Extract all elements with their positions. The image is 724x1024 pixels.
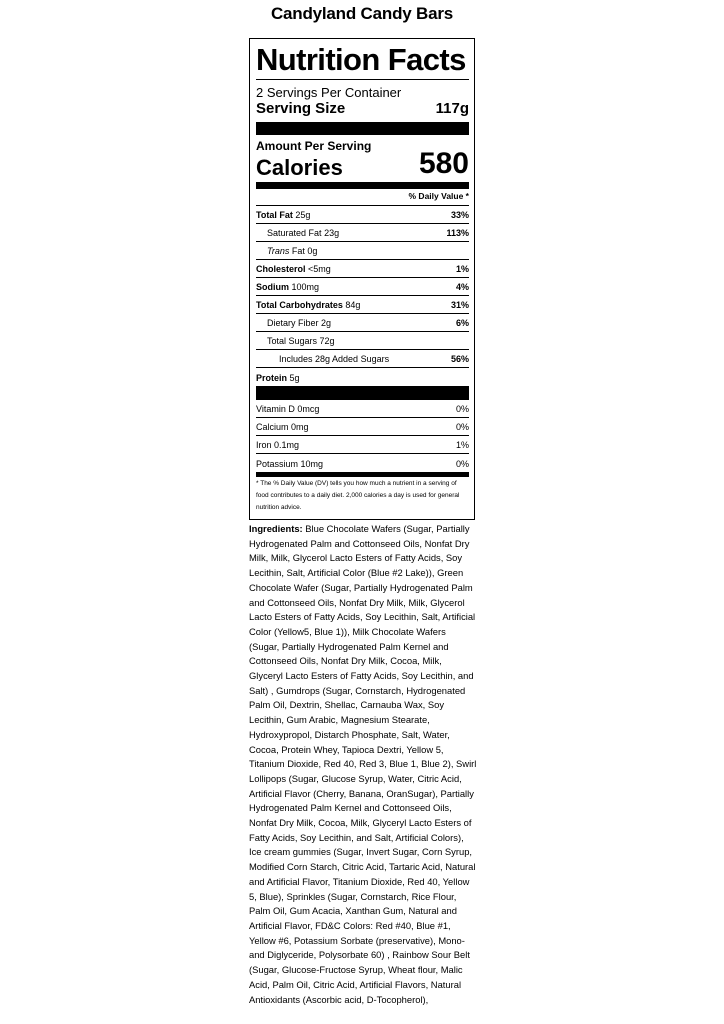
nutrient-row-saturated-fat bbox=[256, 224, 469, 242]
vitamin-divider bbox=[256, 386, 469, 400]
ingredients-text: Blue Chocolate Wafers (Sugar, Partially Hydrogenated Palm and Cottonseed Oils, Nonfat Dry Milk, Milk, Glycerol Lacto Esters of Fatty Acids, Soy Lecithin, Salt, Artificial Color (Blue #2 Lake)), Green Chocolate Wafer (Sugar, Partially Hydrogenated Palm and Cottonseed Oils, Nonfat Dry Milk, Milk, Glycerol Lacto Esters of Fatty Acids, Soy Lecithin, Salt, Artificial Color (Yellow5, Blue 1)), Milk Chocolate Wafers (Sugar, Partially Hydrogenated Palm Kernel and Cottonseed Oils, Nonfat Dry Milk, Cocoa, Milk, Glyceryl Lacto Esters of Fatty Acids, Soy Lecithin, and Salt) , Gumdrops (Sugar, Cornstarch, Hydrogenated Palm Oil, Dextrin, Shellac, Carnauba Wax, Soy Lecithin, Gum Arabic, Magnesium Stearate, Hydroxypropol, Distarch Phosphate, Salt, Water, Cocoa, Protein Whey, Tapioca Dextri, Yellow 5, Titanium Dioxide, Red 40, Red 3, Blue 1, Blue 2), Swirl Lollipops (Sugar, Glucose Syrup, Water, Citric Acid, Artificial Flavor (Cherry, Banana, OranSugar), Partially Hydrogenated Palm Kernel and Cottonseed Oils, Nonfat Dry Milk, Cocoa, Milk, Glyceryl Lacto Esters of Fatty Acids, Soy Lecithin, and Salt, Artificial Colors), Ice cream gummies (Sugar, Invert Sugar, Corn Syrup, Modified Corn Starch, Citric Acid, Tartaric Acid, Natural and Artificial Flavor, Titanium Dioxide, Red 40, Yellow 5, Blue), Sprinkles (Sugar, Cornstarch, Rice Flour, Palm Oil, Gum Acacia, Xanthan Gum, Natural and Artificial Flavor, FD&C Colors: Red #40, Blue #1, Yellow #6, Potassium Sorbate (preservative), Mono- and Diglyceride, Polysorbate 60) , Rainbow Sour Belt (Sugar, Glucose-Fructose Syrup, Wheat flour, Malic Acid, Palm Oil, Citric Acid, Artificial Flavors, Natural Antioxidants (Ascorbic acid, D-Tocopherol), bbox=[249, 523, 477, 1005]
vitamin-name: Iron bbox=[256, 440, 272, 450]
nutrient-amount: 5g bbox=[289, 372, 300, 383]
vitamin-amount: 0mcg bbox=[297, 404, 320, 414]
nutrient-row-total-sugars bbox=[256, 332, 469, 350]
ingredients-label: Ingredients: bbox=[249, 523, 303, 534]
nutrient-name: Total Fat bbox=[256, 210, 293, 220]
vitamin-row-vitamin-d bbox=[256, 400, 469, 418]
nutrient-row-total-fat bbox=[256, 206, 469, 224]
vitamin-dv: 0% bbox=[455, 458, 469, 469]
nutrient-dv: 33% bbox=[450, 210, 469, 220]
nutrient-dv: 56% bbox=[450, 354, 469, 364]
vitamin-row-calcium bbox=[256, 418, 469, 436]
footnote-divider bbox=[256, 472, 469, 477]
calories-label: Calories bbox=[256, 155, 343, 180]
nutrition-facts-title: Nutrition Facts bbox=[256, 43, 469, 80]
nutrient-row-cholesterol bbox=[256, 260, 469, 278]
thick-divider bbox=[256, 122, 469, 135]
nutrition-facts-label bbox=[249, 38, 475, 520]
vitamin-amount: 0.1mg bbox=[274, 440, 300, 450]
nutrient-amount: <5mg bbox=[308, 264, 331, 274]
vitamin-dv: 0% bbox=[455, 404, 469, 414]
nutrient-row-added-sugars bbox=[256, 350, 469, 368]
nutrient-dv: 1% bbox=[455, 264, 469, 274]
serving-size-label: Serving Size bbox=[256, 100, 346, 117]
serving-size-row bbox=[256, 100, 469, 117]
daily-value-header: % Daily Value * bbox=[256, 189, 469, 206]
nutrient-amount: 84g bbox=[345, 300, 361, 310]
ingredients-block bbox=[249, 522, 477, 1007]
nutrient-dv: 6% bbox=[455, 318, 469, 328]
nutrient-name: Total Sugars bbox=[267, 336, 318, 346]
vitamin-name: Calcium bbox=[256, 422, 289, 432]
daily-value-footnote: * The % Daily Value (DV) tells you how much a nutrient in a serving of food contributes to a daily diet. 2,000 calories a day is used for general nutrition advice. bbox=[256, 480, 460, 511]
nutrient-name: Sodium bbox=[256, 282, 289, 292]
nutrient-amount: 23g bbox=[324, 228, 340, 238]
calories-value: 580 bbox=[418, 147, 469, 180]
nutrient-name: Cholesterol bbox=[256, 264, 306, 274]
nutrient-amount: 25g bbox=[295, 210, 311, 220]
nutrient-name-italic: Trans bbox=[267, 246, 290, 256]
servings-per-container: 2 Servings Per Container bbox=[256, 85, 402, 100]
vitamin-amount: 0mg bbox=[291, 422, 309, 432]
nutrient-name: Dietary Fiber bbox=[267, 318, 319, 328]
nutrient-dv: 113% bbox=[446, 228, 469, 238]
vitamin-row-potassium bbox=[256, 454, 469, 472]
vitamin-name: Potassium bbox=[256, 458, 299, 469]
nutrient-row-trans-fat bbox=[256, 242, 469, 260]
vitamin-name: Vitamin D bbox=[256, 404, 295, 414]
product-title: Candyland Candy Bars bbox=[270, 4, 454, 23]
amount-per-serving: Amount Per Serving bbox=[256, 139, 372, 153]
nutrient-name: Includes 28g Added Sugars bbox=[279, 354, 390, 364]
nutrient-name: Saturated Fat bbox=[267, 228, 322, 238]
nutrient-amount: 100mg bbox=[291, 282, 320, 292]
medium-divider bbox=[256, 182, 469, 189]
nutrient-name: Protein bbox=[256, 372, 288, 383]
nutrient-row-total-carbohydrates bbox=[256, 296, 469, 314]
nutrient-dv: 4% bbox=[455, 282, 469, 292]
nutrient-amount: 2g bbox=[321, 318, 332, 328]
nutrient-row-dietary-fiber bbox=[256, 314, 469, 332]
vitamin-dv: 1% bbox=[455, 440, 469, 450]
nutrient-name: Fat bbox=[291, 246, 305, 256]
vitamin-amount: 10mg bbox=[300, 458, 324, 469]
nutrient-amount: 0g bbox=[307, 246, 318, 256]
vitamin-row-iron bbox=[256, 436, 469, 454]
vitamin-dv: 0% bbox=[455, 422, 469, 432]
nutrient-row-sodium bbox=[256, 278, 469, 296]
nutrient-dv: 31% bbox=[450, 300, 469, 310]
nutrient-amount: 72g bbox=[319, 336, 335, 346]
nutrient-row-protein bbox=[256, 368, 469, 386]
nutrient-name: Total Carbohydrates bbox=[256, 300, 343, 310]
serving-size-value: 117g bbox=[435, 100, 469, 117]
